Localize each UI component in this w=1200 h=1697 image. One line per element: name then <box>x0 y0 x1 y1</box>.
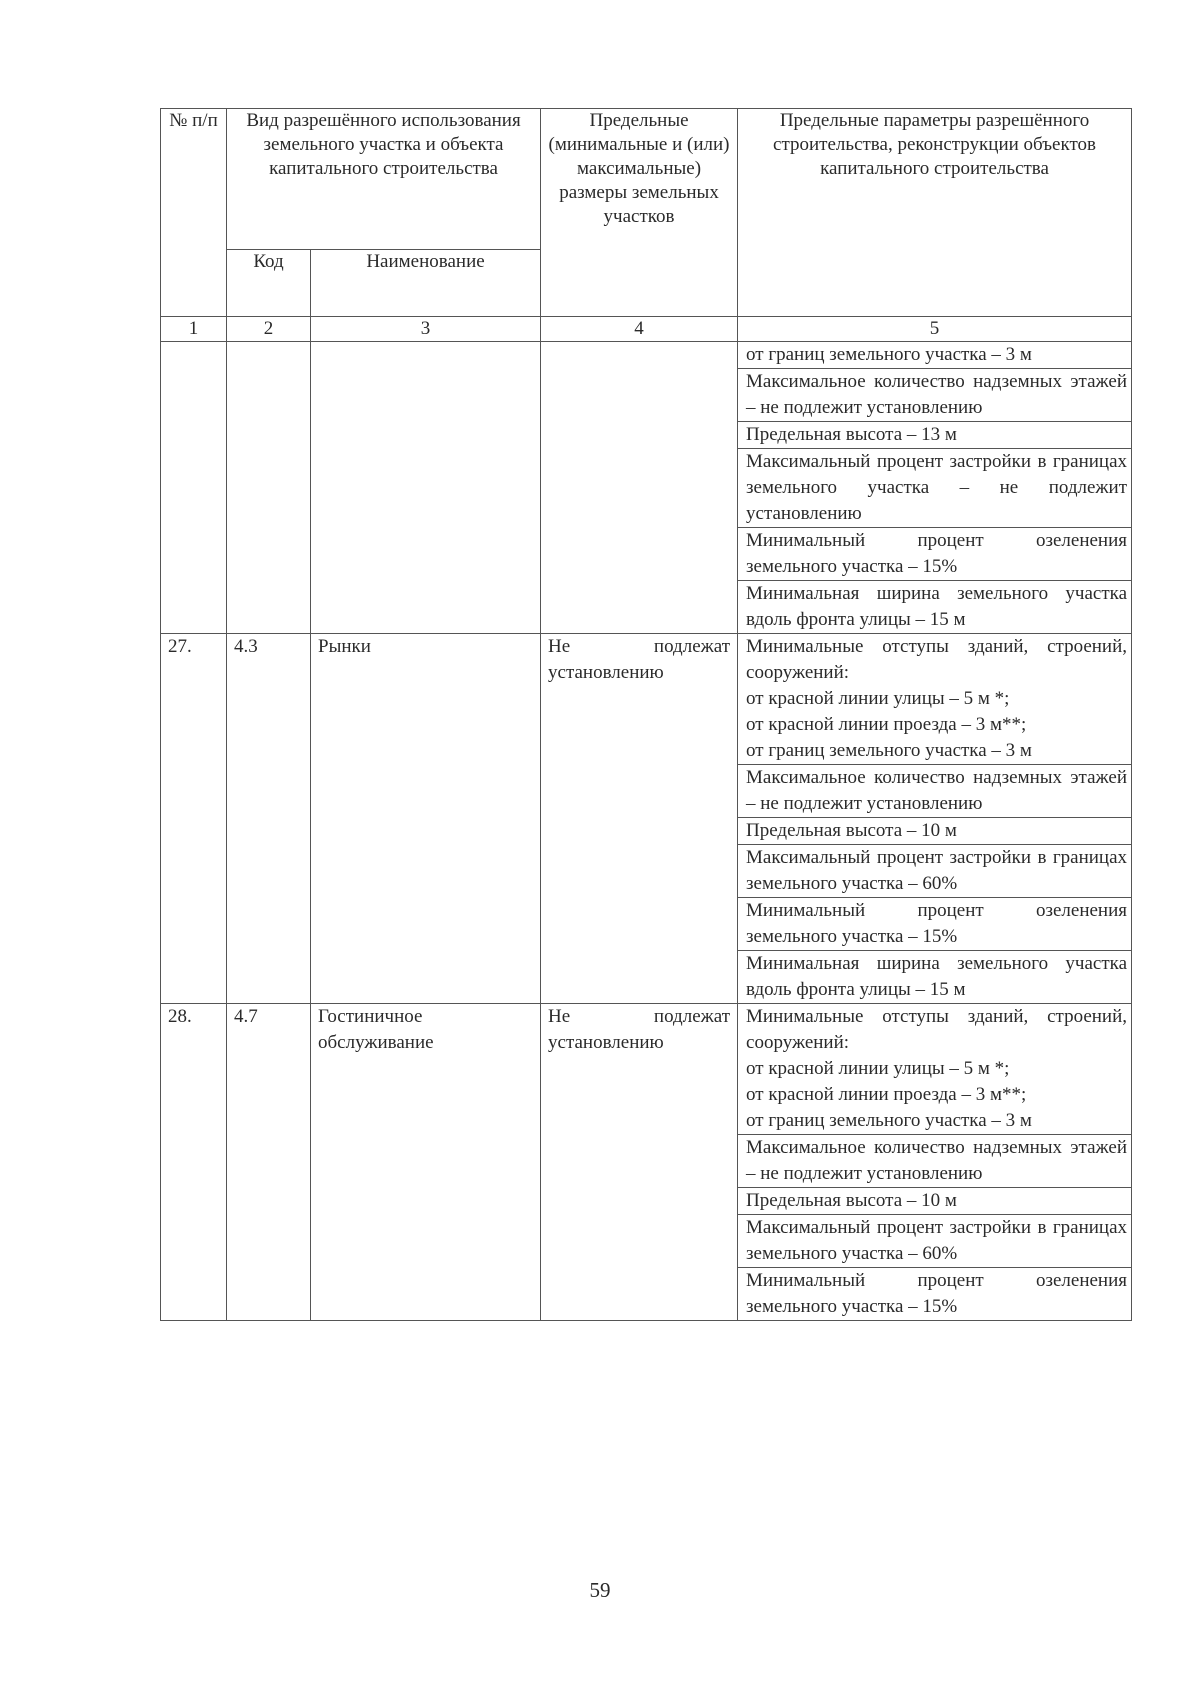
row-params-cell <box>738 634 1132 1004</box>
param-line: Предельная высота – 13 м <box>746 424 957 445</box>
param-item <box>738 1215 1131 1268</box>
param-line: от границ земельного участка – 3 м <box>746 344 1032 365</box>
header-row-1 <box>161 109 1132 250</box>
row-code-cell: 4.7 <box>227 1004 311 1321</box>
param-line: Максимальное количество надземных этажей – не подлежит установлению <box>746 371 1128 418</box>
header-code: Код <box>227 250 311 317</box>
param-line: Максимальный процент застройки в границах земельного участка – не подлежит установлению <box>746 451 1128 524</box>
param-item <box>738 1004 1131 1135</box>
param-line: Минимальные отступы зданий, строений, сооружений: <box>746 1006 1128 1053</box>
param-item <box>738 369 1131 422</box>
param-line: от красной линии проезда – 3 м**; <box>746 714 1027 735</box>
row-name-cell: Гостиничное обслуживание <box>311 1004 541 1321</box>
page-number: 59 <box>589 1578 611 1602</box>
row-size-cell <box>541 342 738 634</box>
param-item <box>738 845 1131 898</box>
col-num-5: 5 <box>738 317 1132 342</box>
param-line: от красной линии улицы – 5 м *; <box>746 1058 1010 1079</box>
param-item <box>738 1268 1131 1320</box>
row-name-cell <box>311 342 541 634</box>
param-line: Максимальное количество надземных этажей – не подлежит установлению <box>746 1137 1128 1184</box>
param-line: Минимальные отступы зданий, строений, сооружений: <box>746 636 1128 683</box>
param-line: Минимальный процент озеленения земельного участка – 15% <box>746 900 1128 947</box>
table-row <box>161 1004 1132 1321</box>
param-line: Максимальный процент застройки в границах земельного участка – 60% <box>746 847 1128 894</box>
row-size-cell: Не подлежат установлению <box>541 634 738 1004</box>
row-number-cell: 28. <box>161 1004 227 1321</box>
row-params-cell <box>738 342 1132 634</box>
col-num-4: 4 <box>541 317 738 342</box>
param-line: Предельная высота – 10 м <box>746 820 957 841</box>
param-item <box>738 818 1131 845</box>
param-line: от границ земельного участка – 3 м <box>746 1110 1032 1131</box>
param-item <box>738 422 1131 449</box>
header-kind-of-use: Вид разрешённого использования земельного участка и объекта капитального строительства <box>227 109 541 250</box>
table-row <box>161 342 1132 634</box>
param-item <box>738 1188 1131 1215</box>
param-line: Минимальный процент озеленения земельного участка – 15% <box>746 530 1128 577</box>
param-item <box>738 342 1131 369</box>
header-sizes: Предельные (минимальные и (или) максимальные) размеры земельных участков <box>541 109 738 317</box>
row-number-cell <box>161 342 227 634</box>
param-line: Минимальная ширина земельного участка вдоль фронта улицы – 15 м <box>746 953 1128 1000</box>
param-item <box>738 449 1131 528</box>
col-num-2: 2 <box>227 317 311 342</box>
param-line: Минимальная ширина земельного участка вдоль фронта улицы – 15 м <box>746 583 1128 630</box>
param-item <box>738 528 1131 581</box>
param-line: Предельная высота – 10 м <box>746 1190 957 1211</box>
header-num: № п/п <box>161 109 227 317</box>
row-params-cell <box>738 1004 1132 1321</box>
param-line: от границ земельного участка – 3 м <box>746 740 1032 761</box>
header-params: Предельные параметры разрешённого строительства, реконструкции объектов капитального строительства <box>738 109 1132 317</box>
param-line: Максимальный процент застройки в границах земельного участка – 60% <box>746 1217 1128 1264</box>
param-item <box>738 898 1131 951</box>
param-item <box>738 765 1131 818</box>
col-num-1: 1 <box>161 317 227 342</box>
header-name: Наименование <box>311 250 541 317</box>
row-number-cell: 27. <box>161 634 227 1004</box>
param-line: от красной линии проезда – 3 м**; <box>746 1084 1027 1105</box>
param-line: Максимальное количество надземных этажей – не подлежит установлению <box>746 767 1128 814</box>
row-code-cell <box>227 342 311 634</box>
row-size-cell: Не подлежат установлению <box>541 1004 738 1321</box>
row-code-cell: 4.3 <box>227 634 311 1004</box>
param-item <box>738 581 1131 633</box>
col-num-3: 3 <box>311 317 541 342</box>
table-row <box>161 634 1132 1004</box>
param-line: от красной линии улицы – 5 м *; <box>746 688 1010 709</box>
row-name-cell: Рынки <box>311 634 541 1004</box>
param-item <box>738 951 1131 1003</box>
param-item <box>738 634 1131 765</box>
column-numbers-row <box>161 317 1132 342</box>
param-line: Минимальный процент озеленения земельного участка – 15% <box>746 1270 1128 1317</box>
zoning-table <box>160 108 1132 1321</box>
param-item <box>738 1135 1131 1188</box>
